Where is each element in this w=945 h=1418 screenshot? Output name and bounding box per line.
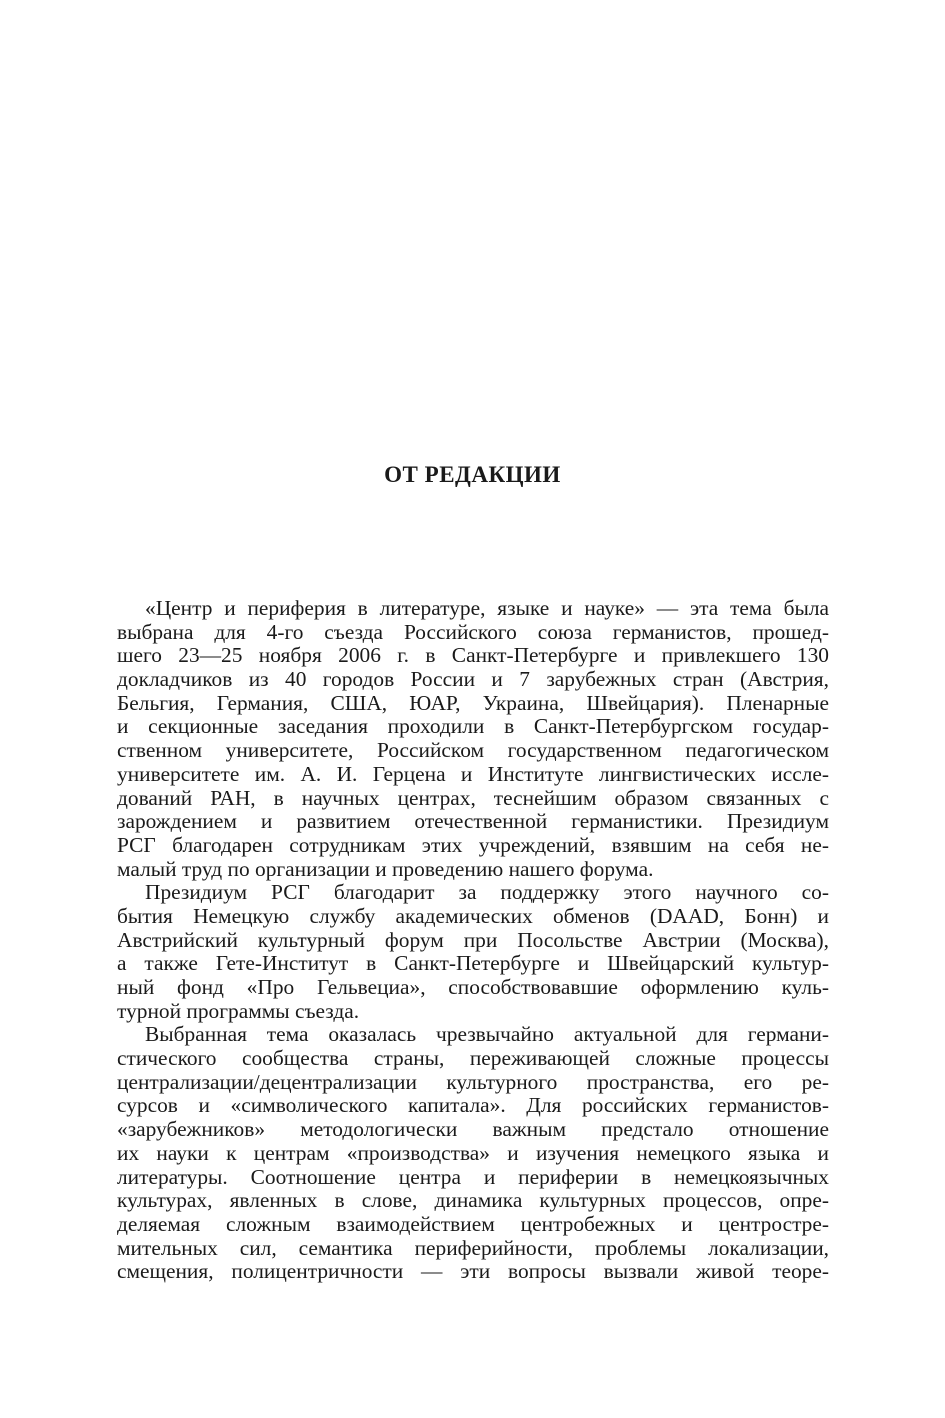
text-line: централизации/децентрализации культурного пространства, его ре- — [117, 1069, 829, 1094]
text-line: Выбранная тема оказалась чрезвычайно актуальной для германи- — [145, 1022, 829, 1047]
text-line: зарождением и развитием отечественной германистики. Президиум — [117, 809, 829, 834]
text-line: литературы. Соотношение центра и периферии в немецкоязычных — [117, 1164, 829, 1189]
article-body — [117, 597, 829, 1284]
text-line: «Центр и периферия в литературе, языке и науке» — эта тема была — [145, 596, 829, 620]
text-line: «зарубежников» методологически важным предстало отношение — [117, 1117, 829, 1142]
text-line: ственном университете, Российском государственном педагогическом — [117, 738, 829, 763]
text-line: сурсов и «символического капитала». Для российских германистов- — [117, 1093, 829, 1118]
text-line: а также Гете-Институт в Санкт-Петербурге и Швейцарский культур- — [117, 951, 829, 976]
text-line: малый труд по организации и проведению нашего форума. — [117, 856, 654, 881]
text-line: ный фонд «Про Гельвециа», способствовавшие оформлению куль- — [117, 975, 829, 999]
text-line: РСГ благодарен сотрудникам этих учреждений, взявшим на себя не- — [117, 832, 829, 857]
text-line: университете им. А. И. Герцена и Институте лингвистических иссле- — [117, 761, 829, 786]
text-line: смещения, полицентричности — эти вопросы вызвали живой теоре- — [117, 1259, 829, 1284]
page-title: ОТ РЕДАКЦИИ — [384, 462, 561, 487]
text-line: турной программы съезда. — [117, 998, 360, 1023]
text-line: и секционные заседания проходили в Санкт-Петербургском государ- — [117, 714, 829, 739]
text-line: выбрана для 4-го съезда Российского союза германистов, прошед- — [117, 619, 829, 644]
text-line: докладчиков из 40 городов России и 7 зарубежных стран (Австрия, — [117, 667, 829, 692]
paragraph — [117, 1023, 829, 1284]
paragraph — [117, 597, 829, 881]
text-line: шего 23—25 ноября 2006 г. в Санкт-Петербурге и привлекшего 130 — [117, 643, 829, 668]
text-line: мительных сил, семантика периферийности, проблемы локализации, — [117, 1235, 829, 1260]
text-line: бытия Немецкую службу академических обменов (DAAD, Бонн) и — [117, 903, 829, 928]
text-line: Австрийский культурный форум при Посольстве Австрии (Москва), — [117, 927, 829, 952]
text-line: их науки к центрам «производства» и изучения немецкого языка и — [117, 1140, 829, 1165]
text-line: Бельгия, Германия, США, ЮАР, Украина, Швейцария). Пленарные — [117, 690, 829, 715]
text-line: деляемая сложным взаимодействием центробежных и центростре- — [117, 1211, 829, 1236]
text-line: Президиум РСГ благодарит за поддержку этого научного со- — [145, 880, 829, 905]
paragraph — [117, 881, 829, 1023]
text-line: дований РАН, в научных центрах, теснейшим образом связанных с — [117, 785, 829, 810]
text-line: культурах, явленных в слове, динамика культурных процессов, опре- — [117, 1188, 829, 1213]
text-line: стического сообщества страны, переживающей сложные процессы — [117, 1046, 829, 1071]
